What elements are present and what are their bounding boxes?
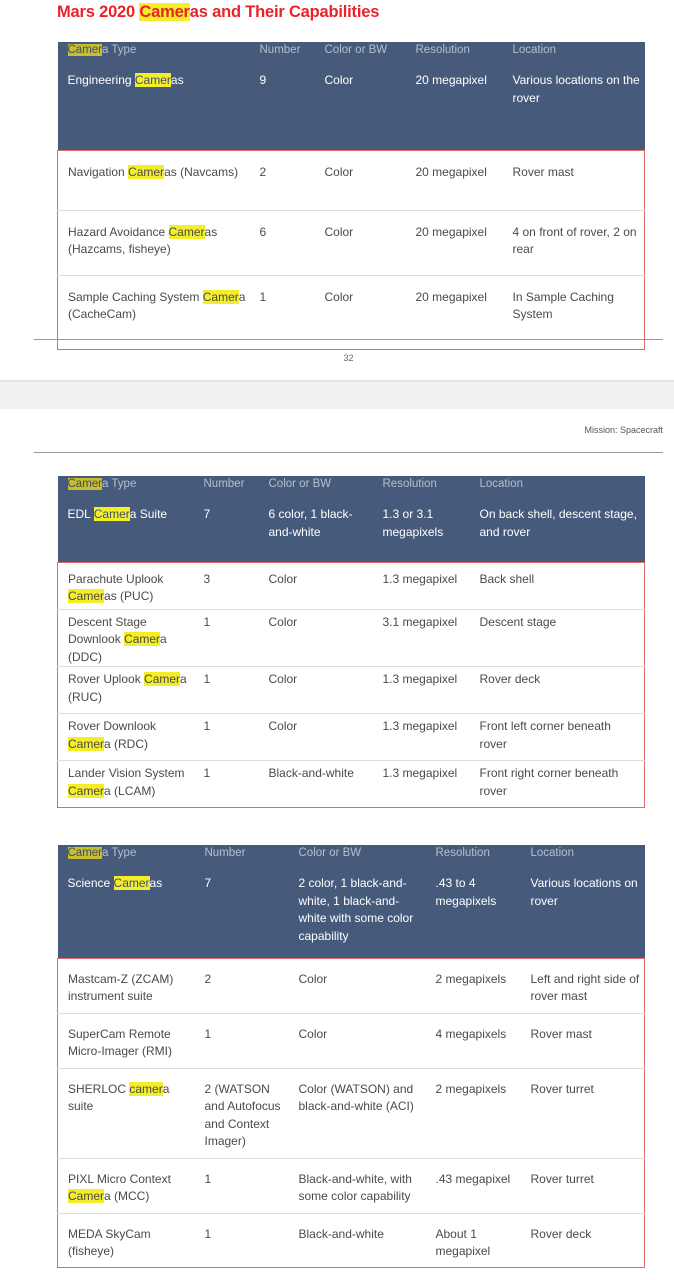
number-cell: 1 xyxy=(194,667,259,714)
number-cell: 1 xyxy=(195,1158,289,1213)
table-row xyxy=(58,150,645,210)
color-cell: Color xyxy=(259,667,373,714)
page-footer-rule xyxy=(34,339,663,340)
resolution-cell: 1.3 megapixel xyxy=(373,714,470,761)
location-cell: Back shell xyxy=(470,562,645,609)
table-row xyxy=(58,1068,645,1158)
column-header-type: Camera Type xyxy=(58,476,194,506)
table-header-row xyxy=(58,845,645,875)
table-row xyxy=(58,1158,645,1213)
table-row xyxy=(58,1213,645,1267)
color-cell: Color (WATSON) and black-and-white (ACI) xyxy=(289,1068,426,1158)
color-cell: Color xyxy=(315,275,406,349)
location-cell: Various locations on rover xyxy=(521,875,645,958)
resolution-cell: 3.1 megapixel xyxy=(373,609,470,667)
number-cell: 9 xyxy=(250,72,315,150)
number-cell: 1 xyxy=(194,609,259,667)
page-header-rule xyxy=(34,452,663,453)
search-highlight: Camer xyxy=(67,847,103,859)
location-cell: In Sample Caching System xyxy=(503,275,645,349)
resolution-cell: 4 megapixels xyxy=(426,1013,521,1068)
column-header-resolution: Resolution xyxy=(373,476,470,506)
number-cell: 1 xyxy=(194,714,259,761)
resolution-cell: 20 megapixel xyxy=(406,210,503,275)
engineering-cameras-table xyxy=(57,42,645,350)
column-header-number: Number xyxy=(194,476,259,506)
column-header-number: Number xyxy=(195,845,289,875)
camera-type-cell: SHERLOC camera suite xyxy=(58,1068,195,1158)
summary-row xyxy=(58,72,645,150)
color-cell: 2 color, 1 black-and-white, 1 black-and-white with some color capability xyxy=(289,875,426,958)
camera-type-cell: Rover Uplook Camera (RUC) xyxy=(58,667,194,714)
camera-type-cell: Science Cameras xyxy=(58,875,195,958)
resolution-cell: .43 megapixel xyxy=(426,1158,521,1213)
page-number: 32 xyxy=(343,353,354,363)
number-cell: 1 xyxy=(195,1213,289,1267)
resolution-cell: .43 to 4 megapixels xyxy=(426,875,521,958)
location-cell: Descent stage xyxy=(470,609,645,667)
location-cell: On back shell, descent stage, and rover xyxy=(470,506,645,562)
resolution-cell: 20 megapixel xyxy=(406,150,503,210)
column-header-color: Color or BW xyxy=(289,845,426,875)
camera-type-cell: PIXL Micro Context Camera (MCC) xyxy=(58,1158,195,1213)
page-title: Mars 2020 Cameras and Their Capabilities xyxy=(57,3,380,21)
location-cell: Rover turret xyxy=(521,1068,645,1158)
resolution-cell: 2 megapixels xyxy=(426,958,521,1013)
resolution-cell: 1.3 megapixel xyxy=(373,562,470,609)
camera-type-cell: Engineering Cameras xyxy=(58,72,250,150)
color-cell: Black-and-white xyxy=(259,761,373,808)
location-cell: Rover deck xyxy=(470,667,645,714)
column-header-location: Location xyxy=(470,476,645,506)
column-header-resolution: Resolution xyxy=(406,42,503,72)
resolution-cell: 1.3 or 3.1 megapixels xyxy=(373,506,470,562)
table-row xyxy=(58,714,645,761)
science-cameras-table xyxy=(57,845,645,1268)
summary-row xyxy=(58,506,645,562)
number-cell: 2 xyxy=(250,150,315,210)
table-row xyxy=(58,1013,645,1068)
table-row xyxy=(58,210,645,275)
number-cell: 3 xyxy=(194,562,259,609)
location-cell: Rover mast xyxy=(521,1013,645,1068)
number-cell: 2 xyxy=(195,958,289,1013)
color-cell: Color xyxy=(289,1013,426,1068)
page-break xyxy=(0,382,674,409)
color-cell: Color xyxy=(259,714,373,761)
location-cell: Rover mast xyxy=(503,150,645,210)
resolution-cell: About 1 megapixel xyxy=(426,1213,521,1267)
camera-type-cell: SuperCam Remote Micro-Imager (RMI) xyxy=(58,1013,195,1068)
column-header-location: Location xyxy=(503,42,645,72)
table-header-row xyxy=(58,42,645,72)
search-highlight: Camer xyxy=(139,3,190,21)
number-cell: 1 xyxy=(195,1013,289,1068)
column-header-type: Camera Type xyxy=(58,42,250,72)
table-row xyxy=(58,609,645,667)
column-header-number: Number xyxy=(250,42,315,72)
location-cell: Left and right side of rover mast xyxy=(521,958,645,1013)
table-row xyxy=(58,562,645,609)
number-cell: 2 (WATSON and Autofocus and Context Imager) xyxy=(195,1068,289,1158)
table-row xyxy=(58,667,645,714)
column-header-color: Color or BW xyxy=(259,476,373,506)
camera-type-cell: Mastcam-Z (ZCAM) instrument suite xyxy=(58,958,195,1013)
camera-type-cell: Descent Stage Downlook Camera (DDC) xyxy=(58,609,194,667)
edl-cameras-table xyxy=(57,476,645,808)
column-header-color: Color or BW xyxy=(315,42,406,72)
number-cell: 1 xyxy=(250,275,315,349)
table-row xyxy=(58,958,645,1013)
search-highlight: Camer xyxy=(67,44,103,56)
running-header: Mission: Spacecraft xyxy=(584,425,663,435)
camera-type-cell: EDL Camera Suite xyxy=(58,506,194,562)
camera-type-cell: Sample Caching System Camera (CacheCam) xyxy=(58,275,250,349)
resolution-cell: 20 megapixel xyxy=(406,275,503,349)
search-highlight: Camer xyxy=(67,478,103,490)
resolution-cell: 1.3 megapixel xyxy=(373,667,470,714)
table-row xyxy=(58,761,645,808)
color-cell: Color xyxy=(259,562,373,609)
resolution-cell: 20 megapixel xyxy=(406,72,503,150)
number-cell: 7 xyxy=(195,875,289,958)
location-cell: Rover deck xyxy=(521,1213,645,1267)
location-cell: Rover turret xyxy=(521,1158,645,1213)
table-row xyxy=(58,275,645,349)
summary-row xyxy=(58,875,645,958)
color-cell: Color xyxy=(259,609,373,667)
location-cell: Front right corner beneath rover xyxy=(470,761,645,808)
color-cell: Black-and-white xyxy=(289,1213,426,1267)
color-cell: Color xyxy=(315,72,406,150)
number-cell: 6 xyxy=(250,210,315,275)
number-cell: 7 xyxy=(194,506,259,562)
camera-type-cell: Parachute Uplook Cameras (PUC) xyxy=(58,562,194,609)
location-cell: Front left corner beneath rover xyxy=(470,714,645,761)
location-cell: 4 on front of rover, 2 on rear xyxy=(503,210,645,275)
number-cell: 1 xyxy=(194,761,259,808)
column-header-type: Camera Type xyxy=(58,845,195,875)
camera-type-cell: Navigation Cameras (Navcams) xyxy=(58,150,250,210)
color-cell: Color xyxy=(315,150,406,210)
color-cell: 6 color, 1 black-and-white xyxy=(259,506,373,562)
camera-type-cell: Rover Downlook Camera (RDC) xyxy=(58,714,194,761)
camera-type-cell: Lander Vision System Camera (LCAM) xyxy=(58,761,194,808)
column-header-resolution: Resolution xyxy=(426,845,521,875)
location-cell: Various locations on the rover xyxy=(503,72,645,150)
color-cell: Black-and-white, with some color capability xyxy=(289,1158,426,1213)
camera-type-cell: MEDA SkyCam (fisheye) xyxy=(58,1213,195,1267)
color-cell: Color xyxy=(315,210,406,275)
column-header-location: Location xyxy=(521,845,645,875)
color-cell: Color xyxy=(289,958,426,1013)
camera-type-cell: Hazard Avoidance Cameras (Hazcams, fisheye) xyxy=(58,210,250,275)
table-header-row xyxy=(58,476,645,506)
resolution-cell: 1.3 megapixel xyxy=(373,761,470,808)
resolution-cell: 2 megapixels xyxy=(426,1068,521,1158)
